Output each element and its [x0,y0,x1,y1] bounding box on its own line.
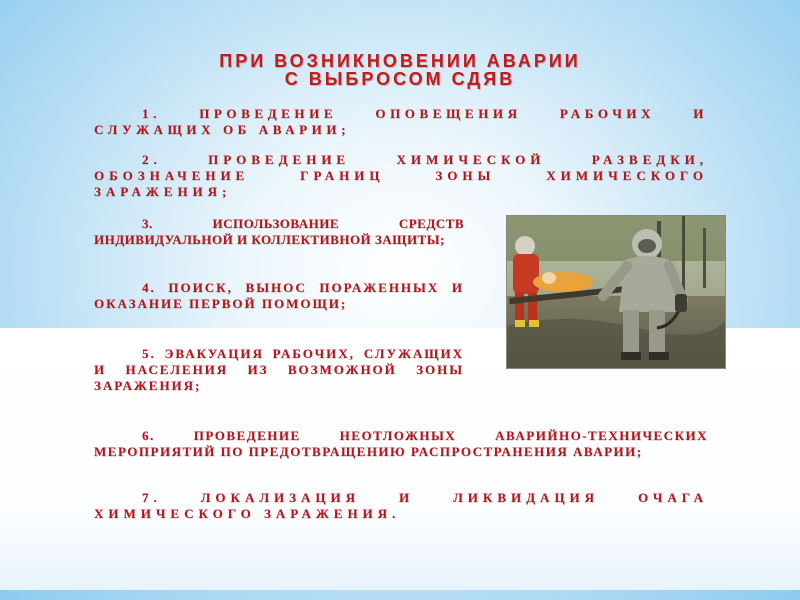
list-item-3-text: 3. ИСПОЛЬЗОВАНИЕ СРЕДСТВ ИНДИВИДУАЛЬНОЙ И КОЛЛЕКТИВНОЙ ЗАЩИТЫ; [94,216,464,247]
slide-title [140,52,660,88]
list-item-7-text: 7. ЛОКАЛИЗАЦИЯ И ЛИКВИДАЦИЯ ОЧАГА ХИМИЧЕСКОГО ЗАРАЖЕНИЯ. [94,490,708,521]
list-item-7 [94,490,708,522]
slide-title-line-1: ПРИ ВОЗНИКНОВЕНИИ АВАРИИ [219,51,581,71]
list-item-5-text: 5. ЭВАКУАЦИЯ РАБОЧИХ, СЛУЖАЩИХ И НАСЕЛЕНИЯ ИЗ ВОЗМОЖНОЙ ЗОНЫ ЗАРАЖЕНИЯ; [94,346,464,393]
list-item-6 [94,428,708,460]
list-item-3 [94,216,464,248]
list-item-1-text: 1. ПРОВЕДЕНИЕ ОПОВЕЩЕНИЯ РАБОЧИХ И СЛУЖАЩИХ ОБ АВАРИИ; [94,106,708,137]
list-item-2-text: 2. ПРОВЕДЕНИЕ ХИМИЧЕСКОЙ РАЗВЕДКИ, ОБОЗНАЧЕНИЕ ГРАНИЦ ЗОНЫ ХИМИЧЕСКОГО ЗАРАЖЕНИЯ; [94,152,708,199]
list-item-2 [94,152,708,200]
list-item-1 [94,106,708,138]
list-item-6-text: 6. ПРОВЕДЕНИЕ НЕОТЛОЖНЫХ АВАРИЙНО-ТЕХНИЧЕСКИХ МЕРОПРИЯТИЙ ПО ПРЕДОТВРАЩЕНИЮ РАСПРОСТРАНЕНИЯ АВАРИИ; [94,428,708,459]
slide-title-line-2: С ВЫБРОСОМ СДЯВ [284,69,516,89]
list-item-4 [94,280,464,312]
list-item-5 [94,346,464,394]
list-item-4-text: 4. ПОИСК, ВЫНОС ПОРАЖЕННЫХ И ОКАЗАНИЕ ПЕРВОЙ ПОМОЩИ; [94,280,464,311]
rescuers-in-protective-suits-photo [506,215,726,369]
